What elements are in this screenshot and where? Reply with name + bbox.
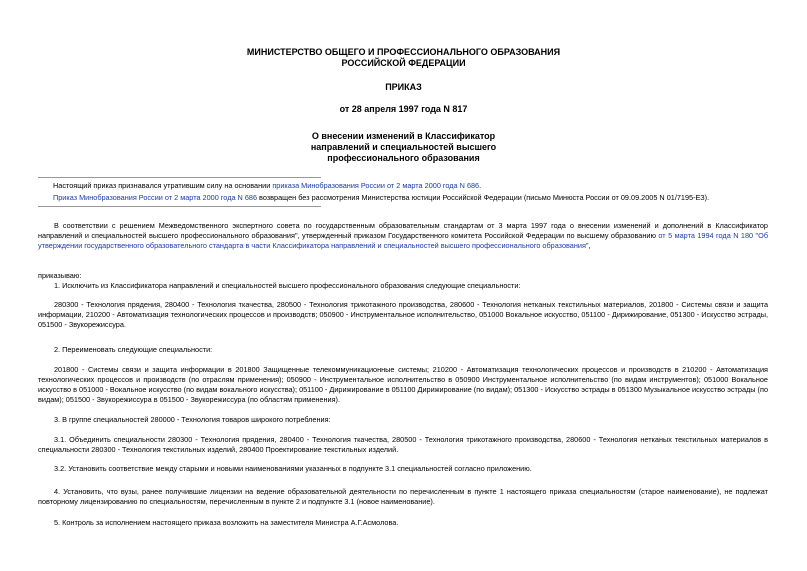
orders-line: приказываю: xyxy=(38,271,82,280)
paragraph-3-1: 3.1. Объединить специальности 280300 - Технология прядения, 280400 - Технология ткачества, 280500 - Технология трикотажного производства, 280600 - Технология нетканых текстильных материалов в специальности 280300 - Технология текстильных изделий, 280400 Проектирование текстильных изделий. xyxy=(38,435,768,454)
paragraph-4: 4. Установить, что вузы, ранее получившие лицензии на ведение образовательной деятельности по перечисленным в пункте 1 настоящего приказа специальностям (старое наименование), не подлежат повторному лицензированию по специальностям, перечисленным в пункте 2 и подпункте 3.1 (новое наименование). xyxy=(38,487,768,506)
paragraph-1: 1. Исключить из Классификатора направлений и специальностей высшего профессионального образования следующие специальности: xyxy=(54,281,521,290)
status-note-1: Настоящий приказ признавался утратившим силу на основании приказа Минобразования России от 2 марта 2000 года N 686. xyxy=(53,181,482,190)
note-text: Настоящий приказ признавался утратившим силу на основании xyxy=(53,181,273,190)
document-type: ПРИКАЗ xyxy=(385,82,422,92)
subject-title-line1: О внесении изменений в Классификатор xyxy=(311,131,496,141)
subject-title-line2: направлений и специальностей высшего xyxy=(310,142,497,152)
paragraph-5: 5. Контроль за исполнением настоящего приказа возложить на заместителя Министра А.Г.Асмолова. xyxy=(54,518,399,527)
note-text: возвращен без рассмотрения Министерства юстиции Российской Федерации (письмо Минюста России от 09.09.2005 N 01/7195-ЕЗ). xyxy=(257,193,710,202)
document-date: от 28 апреля 1997 года N 817 xyxy=(339,104,468,114)
paragraph-3: 3. В группе специальностей 280000 - Технология товаров широкого потребления: xyxy=(54,415,331,424)
link-order-180[interactable]: от 5 марта 1994 года N 180 "Об утверждении государственного образовательного стандарта в части Классификатора направлений и специальностей высшего профессионального образования" xyxy=(38,231,768,250)
note-divider-top xyxy=(38,177,321,178)
ministry-title-line2: РОССИЙСКОЙ ФЕДЕРАЦИИ xyxy=(341,58,466,68)
ministry-title: МИНИСТЕРСТВО ОБЩЕГО И ПРОФЕССИОНАЛЬНОГО ОБРАЗОВАНИЯ xyxy=(246,47,561,57)
preamble-paragraph: В соответствии с решением Межведомственного экспертного совета по государственным образовательным стандартам от 3 марта 1997 года о внесении изменений и дополнений в Классификатор направлений и специальностей высшего профессионального образования", утвержденный приказом Государственного комитета Российской Федерации по высшему образованию от 5 марта 1994 года N 180 "Об утверждении государственного образовательного стандарта в части Классификатора направлений и специальностей высшего профессионального образования", xyxy=(38,221,768,250)
link-order-686-2[interactable]: Приказ Минобразования России от 2 марта 2000 года N 686 xyxy=(53,193,258,202)
link-order-686[interactable]: приказа Минобразования России от 2 марта 2000 года N 686 xyxy=(272,181,480,190)
paragraph-1-list: 280300 - Технология прядения, 280400 - Технология ткачества, 280500 - Технология трикотажного производства, 280600 - Технология нетканых текстильных материалов, 201800 - Системы связи и защита информации, 210200 - Автоматизация технологических процессов и производств; 050900 - Инструментальное исполнительство, 051000 Вокальное искусство, 051100 - Дирижирование, 051300 - Искусство эстрады, 051500 - Звукорежиссура. xyxy=(38,300,768,329)
subject-title-line3: профессионального образования xyxy=(327,153,480,163)
paragraph-2: 2. Переименовать следующие специальности: xyxy=(54,345,213,354)
paragraph-3-2: 3.2. Установить соответствие между старыми и новыми наименованиями указанных в подпункте 3.1 специальностей согласно приложению. xyxy=(54,464,532,473)
note-divider-bottom xyxy=(38,206,321,207)
status-note-2 xyxy=(38,193,768,203)
paragraph-2-list: 201800 - Системы связи и защита информации в 201800 Защищенные телекоммуникационные системы; 210200 - Автоматизация технологических процессов и производств в 210200 - Автоматизация технологических процессов и производств (по отраслям применения); 050900 - Инструментальное исполнительство в 050900 Инструментальное исполнительство (по видам инструментов); 051000 Вокальное искусство в 051000 - Вокальное искусство (по видам вокального искусства); 051100 - Дирижирование в 051100 Дирижирование (по видам); 051300 - Искусство эстрады в 051300 Музыкальное искусство эстрады (по видам); 051500 - Звукорежиссура в 051500 - Звукорежиссура (по областям применения). xyxy=(38,365,768,404)
